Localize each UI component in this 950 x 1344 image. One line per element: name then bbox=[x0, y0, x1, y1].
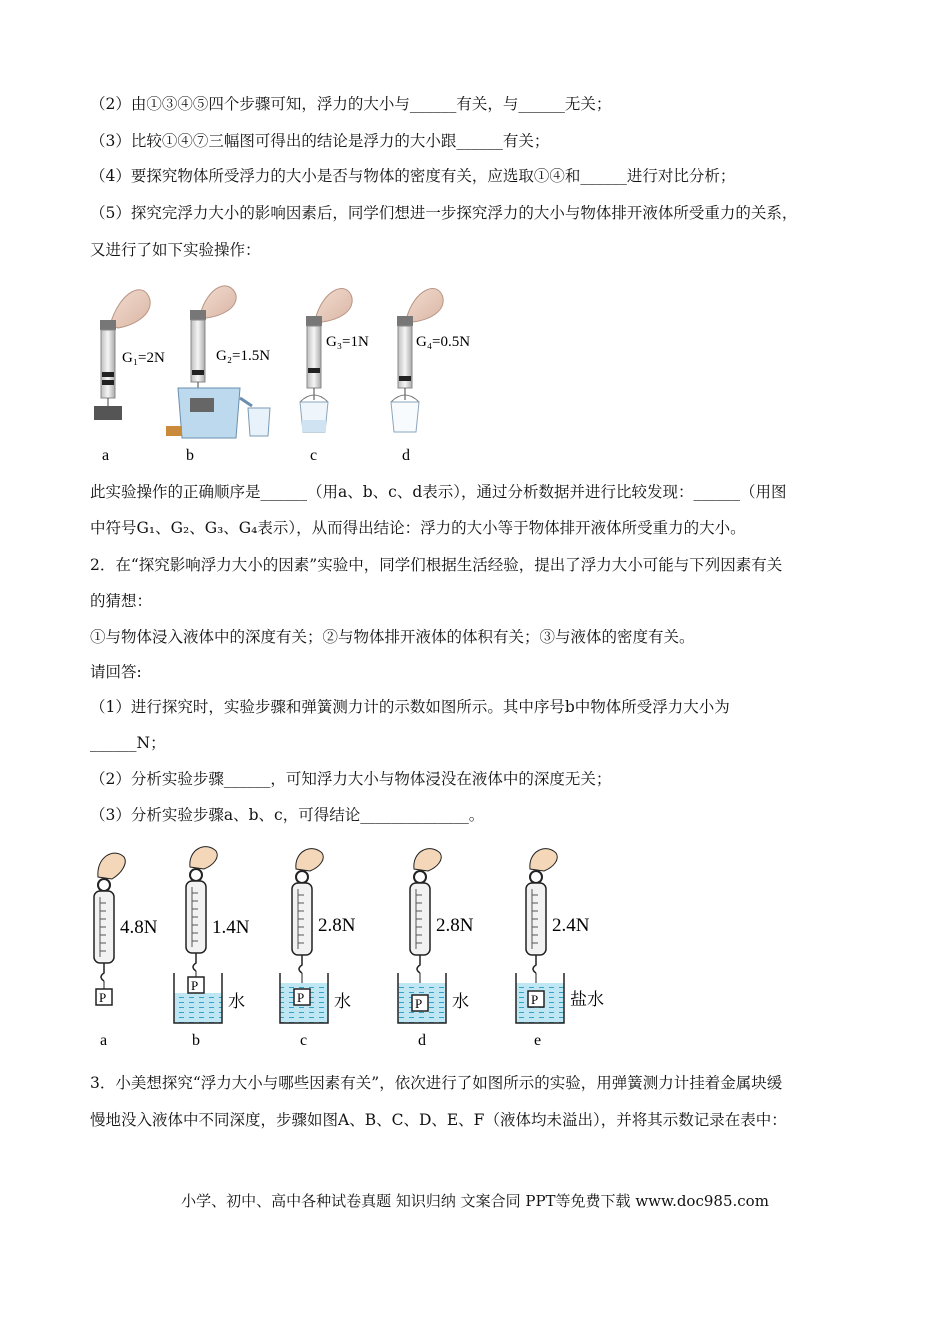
svg-text:P: P bbox=[297, 990, 305, 1005]
step-label-c: c bbox=[300, 1032, 308, 1049]
svg-text:P: P bbox=[531, 992, 539, 1007]
liquid-label-d: 水 bbox=[452, 992, 469, 1012]
reading-a: 4.8N bbox=[120, 917, 158, 938]
label-g2: G₂=1.5N bbox=[216, 348, 271, 364]
step-label-a: a bbox=[102, 447, 110, 464]
page-footer: 小学、初中、高中各种试卷真题 知识归纳 文案合同 PPT等免费下载 www.doc985.com bbox=[181, 1192, 769, 1210]
liquid-label-e: 盐水 bbox=[570, 990, 604, 1010]
svg-text:P: P bbox=[99, 990, 107, 1005]
label-g4: G₄=0.5N bbox=[416, 334, 471, 350]
reading-b: 1.4N bbox=[212, 917, 250, 938]
reading-e: 2.4N bbox=[552, 915, 590, 936]
q1-part5-line2: 又进行了如下实验操作： bbox=[90, 241, 261, 259]
liquid-label-b: 水 bbox=[228, 992, 245, 1012]
q3-line2: 慢地没入液体中不同深度，步骤如图A、B、C、D、E、F（液体均未溢出），并将其示数记录在表中： bbox=[90, 1111, 787, 1129]
q2-part1-line2: ______N； bbox=[90, 734, 166, 752]
scale-c bbox=[300, 289, 352, 432]
q2-intro-line2: 的猜想： bbox=[90, 592, 153, 610]
figure-buoyancy-steps bbox=[88, 845, 648, 1055]
q2-ask: 请回答: bbox=[90, 663, 142, 681]
q1-part5-answer-line1: 此实验操作的正确顺序是______（用a、b、c、d表示），通过分析数据并进行比较发现：______（用图 bbox=[90, 483, 787, 501]
step-label-e: e bbox=[534, 1032, 542, 1049]
figure-weighing-steps bbox=[90, 280, 510, 470]
q1-part3: （3）比较①④⑦三幅图可得出的结论是浮力的大小跟______有关； bbox=[90, 132, 550, 150]
reading-c: 2.8N bbox=[318, 915, 356, 936]
q2-intro-line1: 2．在“探究影响浮力大小的因素”实验中，同学们根据生活经验，提出了浮力大小可能与下列因素有关 bbox=[90, 556, 783, 574]
q3-line1: 3．小美想探究“浮力大小与哪些因素有关”，依次进行了如图所示的实验，用弹簧测力计挂着金属块缓 bbox=[90, 1074, 783, 1092]
q2-guesses: ①与物体浸入液体中的深度有关；②与物体排开液体的体积有关；③与液体的密度有关。 bbox=[90, 628, 695, 646]
svg-text:P: P bbox=[415, 996, 423, 1011]
q1-part4: （4）要探究物体所受浮力的大小是否与物体的密度有关，应选取①④和______进行对比分析； bbox=[90, 167, 736, 185]
svg-text:P: P bbox=[191, 978, 199, 993]
step-label-a: a bbox=[100, 1032, 108, 1049]
step-label-c: c bbox=[310, 447, 318, 464]
q2-part3: （3）分析实验步骤a、b、c，可得结论______________。 bbox=[90, 806, 485, 824]
liquid-label-c: 水 bbox=[334, 992, 351, 1012]
label-g1: G₁=2N bbox=[122, 350, 165, 366]
q1-part5-answer-line2: 中符号G₁、G₂、G₃、G₄表示），从而得出结论：浮力的大小等于物体排开液体所受重力的大小。 bbox=[90, 519, 746, 537]
label-g3: G₃=1N bbox=[326, 334, 369, 350]
q2-part1-line1: （1）进行探究时，实验步骤和弹簧测力计的示数如图所示。其中序号b中物体所受浮力大小为 bbox=[90, 698, 730, 716]
reading-d: 2.8N bbox=[436, 915, 474, 936]
step-label-b: b bbox=[186, 447, 194, 464]
scale-d bbox=[391, 289, 443, 432]
q1-part2: （2）由①③④⑤四个步骤可知，浮力的大小与______有关，与______无关； bbox=[90, 95, 612, 113]
step-label-b: b bbox=[192, 1032, 200, 1049]
step-label-d: d bbox=[418, 1032, 426, 1049]
q2-part2: （2）分析实验步骤______，可知浮力大小与物体浸没在液体中的深度无关； bbox=[90, 770, 612, 788]
q1-part5-line1: （5）探究完浮力大小的影响因素后，同学们想进一步探究浮力的大小与物体排开液体所受重力的关系， bbox=[90, 204, 798, 222]
step-label-d: d bbox=[402, 447, 410, 464]
